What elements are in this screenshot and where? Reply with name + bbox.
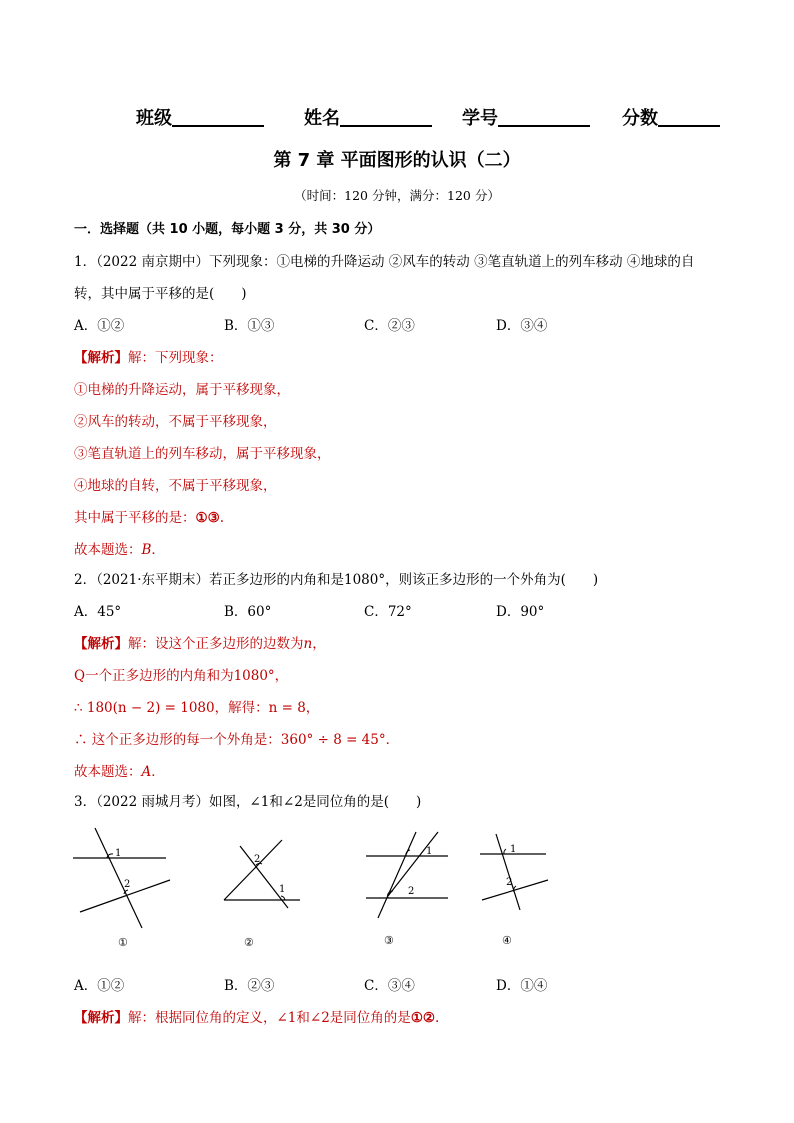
q3-stem: 3．（2022 雨城月考）如图，∠1和∠2是同位角的是( ) [74,794,422,810]
chapter-title: 第 7 章 平面图形的认识（二） [273,150,521,171]
q3-figure-3 [360,828,460,928]
q3-option-c[interactable]: C．③④ [364,978,415,994]
q2-option-a[interactable]: A．45° [74,604,122,620]
angle-2-label: 2 [408,886,415,897]
q3-figure-1-label: ① [118,936,128,949]
q3-figure-2-label: ② [244,936,254,949]
q2-solution-line2: Q一个正多边形的内角和为1080°， [74,668,289,684]
q2-solution-intro: 【解析】解：设这个正多边形的边数为n， [74,636,326,652]
name-label: 姓名 [304,108,340,129]
q3-figure-2 [218,838,318,918]
angle-1-label: 1 [510,844,517,855]
q1-solution-line2: ②风车的转动，不属于平移现象， [74,414,277,430]
q2-option-d[interactable]: D．90° [496,604,545,620]
q1-solution-intro: 【解析】解：下列现象： [74,350,223,366]
q1-stem-line1: 1．（2022 南京期中）下列现象：①电梯的升降运动 ②风车的转动 ③笔直轨道上的列车移动 ④地球的自 [74,254,695,270]
name-field [304,104,432,130]
q2-stem: 2．（2021·东平期末）若正多边形的内角和是1080°，则该正多边形的一个外角为( ) [74,572,599,588]
q3-option-a[interactable]: A．①② [74,978,125,994]
q3-options [74,974,734,994]
q3-figure-4-label: ④ [502,934,512,947]
score-field [622,104,720,130]
q2-answer: 故本题选：A． [74,764,165,780]
angle-2-label: 2 [124,879,131,890]
angle-1-label: 1 [426,846,433,857]
q3-figure-4 [476,830,556,910]
q2-solution-line3: ∴ 180(n − 2) = 1080，解得：n = 8， [74,700,320,716]
angle-1-label: 1 [279,884,286,895]
q3-option-b[interactable]: B．②③ [224,978,275,994]
student-id-label: 学号 [462,108,498,129]
q1-option-b[interactable]: B．①③ [224,318,275,334]
q1-option-c[interactable]: C．②③ [364,318,415,334]
solution-tag: 【解析】 [74,636,128,652]
q2-option-b[interactable]: B．60° [224,604,272,620]
q1-solution-line4: ④地球的自转，不属于平移现象， [74,478,277,494]
angle-1-label: 1 [115,848,122,859]
name-blank[interactable] [340,105,432,127]
angle-2-label: 2 [506,877,513,888]
student-id-blank[interactable] [498,105,590,127]
score-label: 分数 [622,108,658,129]
q1-answer: 故本题选：B． [74,542,165,558]
score-blank[interactable] [658,105,720,127]
class-blank[interactable] [172,105,264,127]
q1-stem-line2: 转，其中属于平移的是( ) [74,286,247,302]
q1-option-a[interactable]: A．①② [74,318,125,334]
q3-figure-1 [70,822,180,932]
q1-solution-conclusion: 其中属于平移的是：①③. [74,510,225,526]
q1-options [74,314,734,334]
q1-solution-line1: ①电梯的升降运动，属于平移现象， [74,382,290,398]
solution-tag: 【解析】 [74,350,128,366]
student-id-field [462,104,590,130]
exam-subtitle: （时间：120 分钟，满分：120 分） [294,188,500,203]
q3-figure-3-label: ③ [384,934,394,947]
section-heading: 一．选择题（共 10 小题，每小题 3 分，共 30 分） [74,222,381,237]
angle-2-label: 2 [254,854,261,865]
class-label: 班级 [136,108,172,129]
q1-solution-line3: ③笔直轨道上的列车移动，属于平移现象， [74,446,331,462]
q2-option-c[interactable]: C．72° [364,604,412,620]
q2-options [74,600,734,620]
q2-solution-line4: ∴ 这个正多边形的每一个外角是：360° ÷ 8 = 45°． [74,732,400,748]
solution-tag: 【解析】 [74,1010,128,1026]
q3-option-d[interactable]: D．①④ [496,978,548,994]
q1-option-d[interactable]: D．③④ [496,318,548,334]
student-info-header [136,104,734,134]
q3-solution: 【解析】解：根据同位角的定义，∠1和∠2是同位角的是①②. [74,1010,440,1026]
class-field [136,104,264,130]
